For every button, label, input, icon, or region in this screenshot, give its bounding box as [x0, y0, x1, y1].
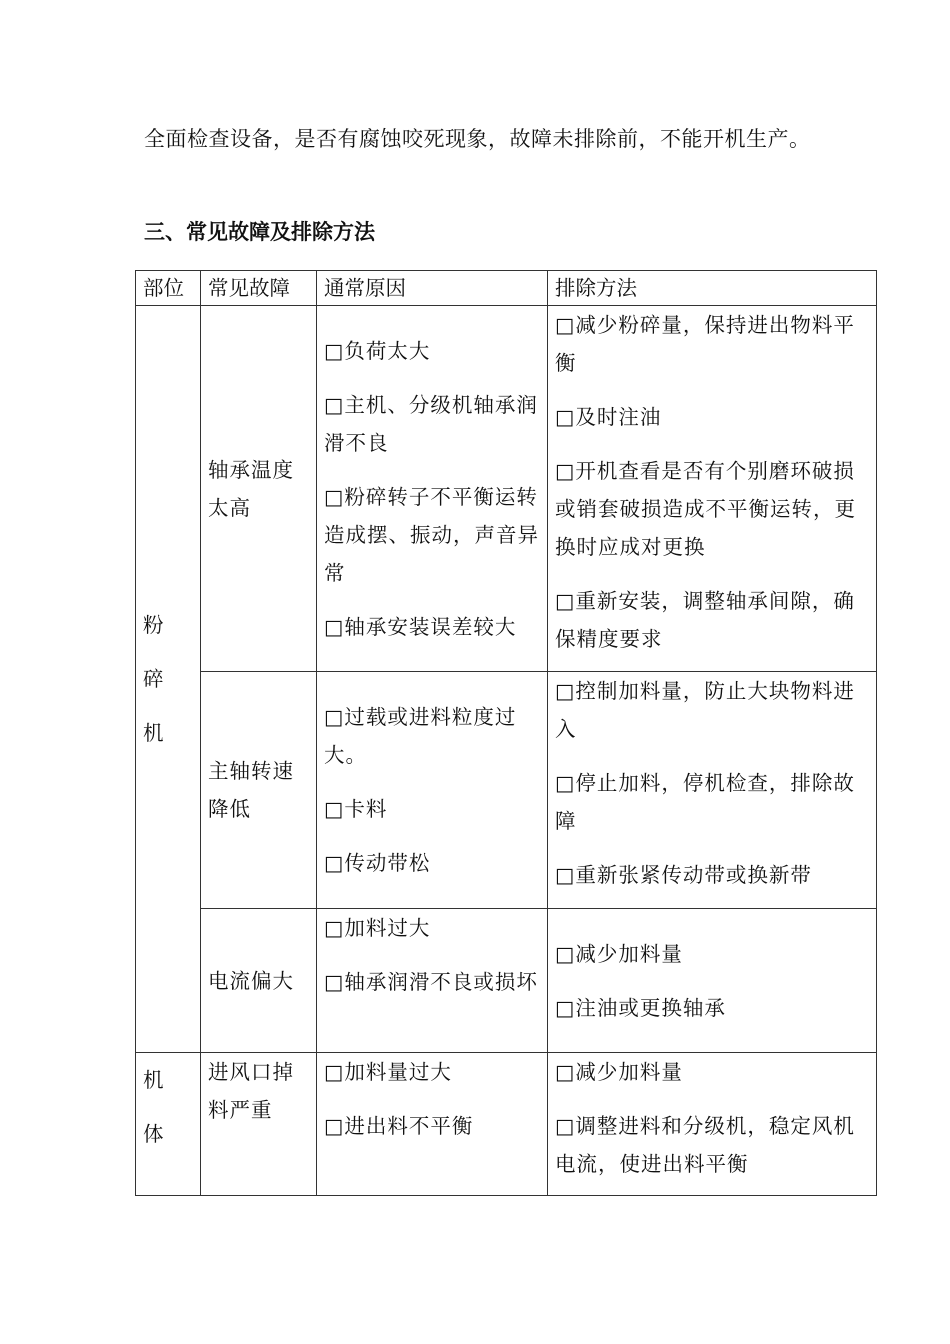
fault-name: 电流偏大 — [208, 968, 294, 993]
cause-cell — [317, 1053, 548, 1196]
fault-cell — [201, 306, 317, 672]
fault-name: 主轴转速降低 — [208, 759, 294, 821]
table-row — [136, 1053, 877, 1196]
cause-cell — [317, 306, 548, 672]
cause-item: □进出料不平衡 — [324, 1114, 474, 1138]
remedy-cell — [548, 306, 877, 672]
fault-cell — [201, 909, 317, 1053]
cause-item: □轴承润滑不良或损坏 — [324, 970, 538, 994]
part-cell-crusher — [136, 306, 201, 1053]
remedy-item: □及时注油 — [555, 405, 662, 429]
table-row — [136, 909, 877, 1053]
header-part: 部位 — [136, 271, 201, 306]
fault-table — [135, 270, 877, 1196]
fault-name: 进风口掉料严重 — [208, 1060, 294, 1122]
part-name: 机体 — [143, 1068, 164, 1146]
table-header-row — [136, 271, 877, 306]
intro-paragraph: 全面检查设备，是否有腐蚀咬死现象，故障未排除前，不能开机生产。 — [144, 127, 811, 151]
cause-item: □负荷太大 — [324, 338, 431, 363]
remedy-item: □控制加料量，防止大块物料进入 — [555, 679, 855, 741]
cause-cell — [317, 672, 548, 909]
part-cell-body — [136, 1053, 201, 1196]
cause-item: □卡料 — [324, 797, 388, 821]
header-remedy: 排除方法 — [548, 271, 877, 306]
remedy-item: □减少粉碎量，保持进出物料平衡 — [555, 313, 855, 375]
header-fault: 常见故障 — [201, 271, 317, 306]
cause-item: □过载或进料粒度过大。 — [324, 705, 517, 767]
remedy-cell — [548, 672, 877, 909]
remedy-item: □减少加料量 — [555, 1060, 683, 1084]
remedy-item: □注油或更换轴承 — [555, 995, 726, 1020]
remedy-cell — [548, 909, 877, 1053]
cause-item: □轴承安装误差较大 — [324, 614, 517, 639]
cause-item: □传动带松 — [324, 851, 431, 875]
cause-item: □主机、分级机轴承润滑不良 — [324, 392, 538, 455]
section-heading: 三、常见故障及排除方法 — [144, 219, 375, 244]
cause-item: □加料过大 — [324, 916, 431, 940]
header-cause: 通常原因 — [317, 271, 548, 306]
remedy-item: □减少加料量 — [555, 941, 683, 966]
cause-cell — [317, 909, 548, 1053]
cause-item: □加料量过大 — [324, 1060, 452, 1084]
fault-name: 轴承温度太高 — [208, 457, 294, 520]
fault-cell — [201, 1053, 317, 1196]
remedy-item: □重新安装，调整轴承间隙，确保精度要求 — [555, 589, 855, 651]
cause-item: □粉碎转子不平衡运转造成摆、振动，声音异常 — [324, 484, 539, 585]
remedy-item: □停止加料，停机检查，排除故障 — [555, 771, 855, 833]
remedy-item: □重新张紧传动带或换新带 — [555, 863, 812, 887]
remedy-cell — [548, 1053, 877, 1196]
part-name: 粉碎机 — [143, 613, 164, 745]
remedy-item: □开机查看是否有个别磨环破损或销套破损造成不平衡运转，更换时应成对更换 — [555, 459, 856, 559]
remedy-item: □调整进料和分级机，稳定风机电流，使进出料平衡 — [555, 1114, 855, 1176]
table-row — [136, 306, 877, 672]
fault-cell — [201, 672, 317, 909]
table-row — [136, 672, 877, 909]
